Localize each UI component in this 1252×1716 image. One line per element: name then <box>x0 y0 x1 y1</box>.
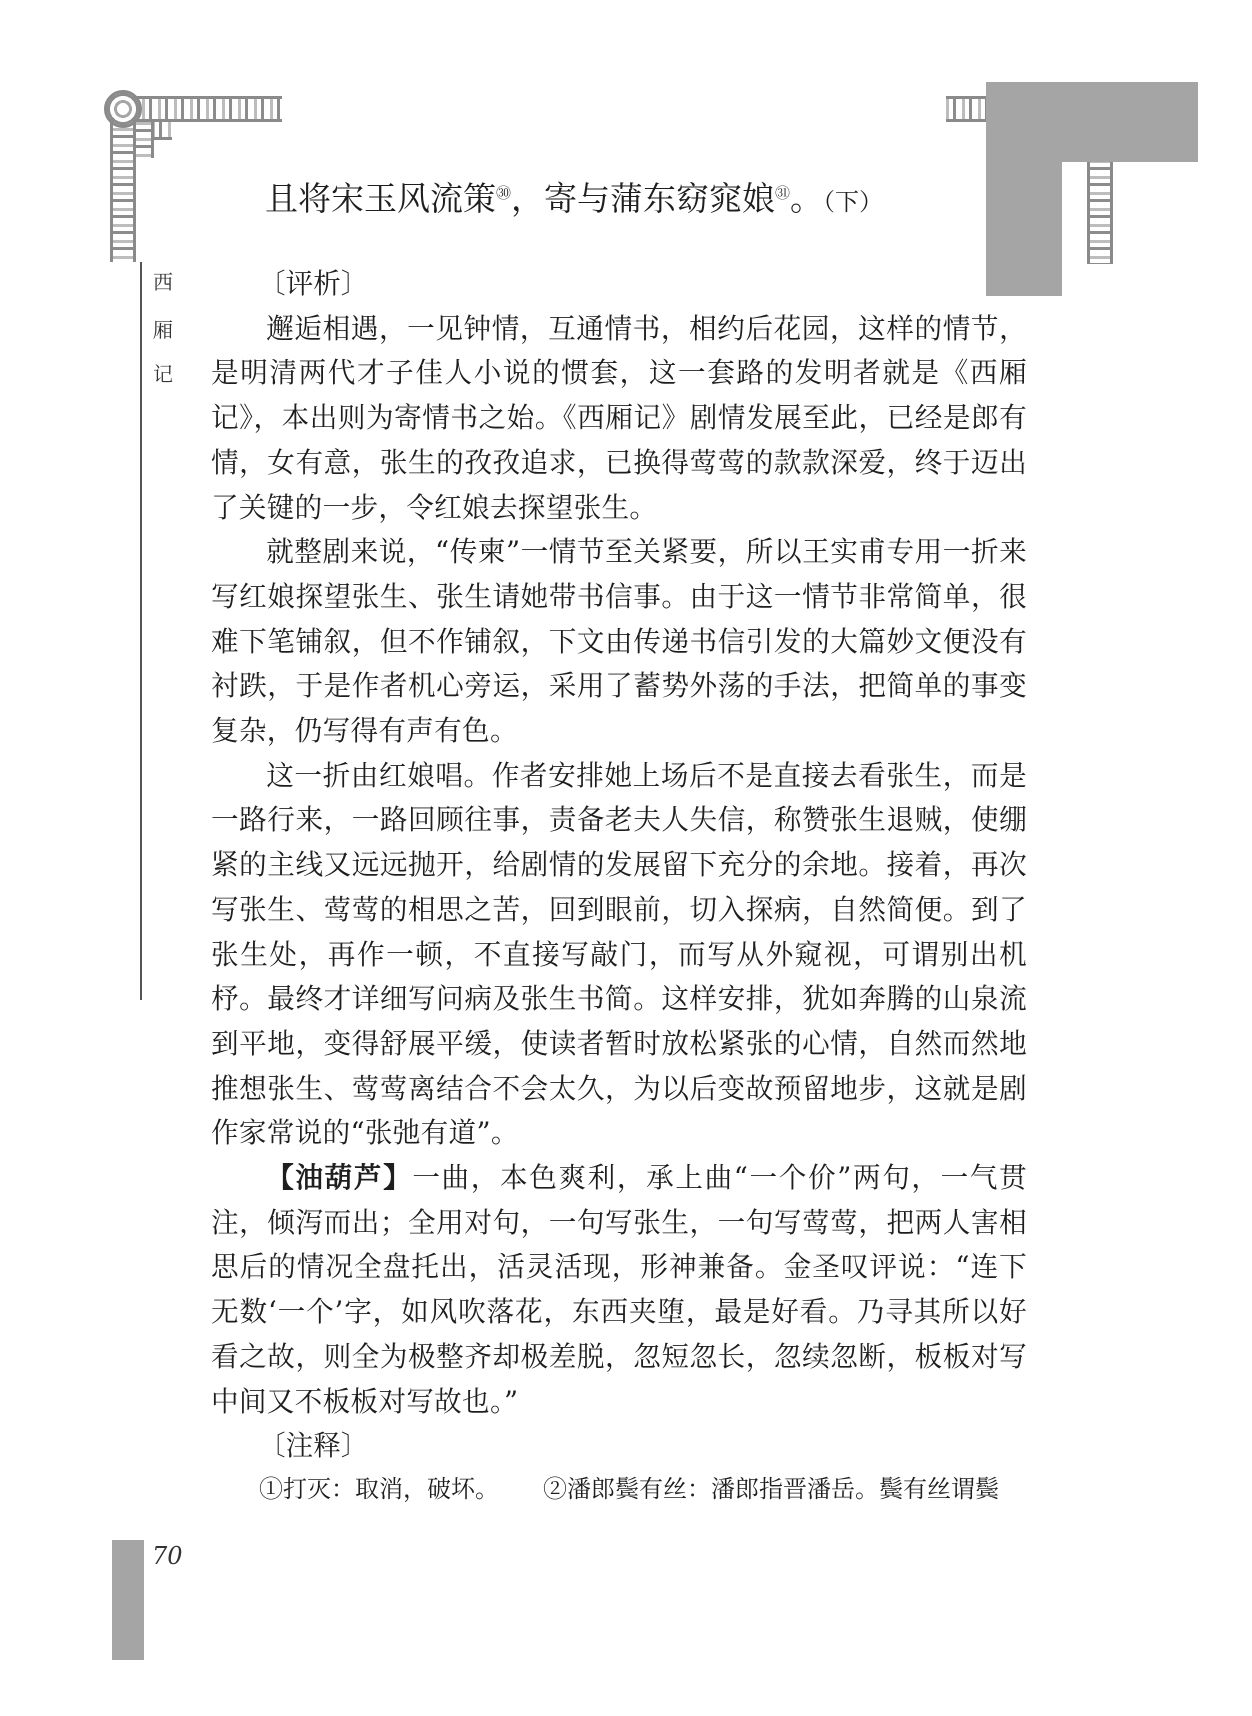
verse-line <box>265 168 883 227</box>
paragraph-4 <box>211 1156 1027 1424</box>
verse-text-2: ，寄与蒲东窈窕娘 <box>511 179 776 218</box>
notes-heading: 〔注释〕 <box>258 1429 369 1463</box>
running-head-char-1: 西 <box>153 270 173 294</box>
left-inner-border <box>136 122 154 158</box>
running-head-char-3: 记 <box>153 362 173 386</box>
running-head-char-2: 厢 <box>153 318 173 342</box>
paragraph-4-text: 一曲，本色爽利，承上曲“一个价”两句，一气贯注，倾泻而出；全用对句，一句写张生，一句写莺莺，把两人害相思后的情况全盘托出，活灵活现，形神兼备。金圣叹评说：“连下无数‘一个’字，如风吹落花，东西夹堕，最是好看。乃寻其所以好看之故，则全为极整齐却极差脱，忽短忽长，忽续忽断，板板对写中间又不板板对写故也。” <box>211 1161 1027 1418</box>
note-2: ②潘郎鬓有丝：潘郎指晋潘岳。鬓有丝谓鬓 <box>543 1474 999 1503</box>
paragraph-2: 就整剧来说，“传柬”一情节至关紧要，所以王实甫专用一折来写红娘探望张生、张生请她带书信事。由于这一情节非常简单，很难下笔铺叙，但不作铺叙，下文由传递书信引发的大篇妙文便没有衬跌，于是作者机心旁运，采用了蓄势外荡的手法，把简单的事变复杂，仍写得有声有色。 <box>211 535 1027 748</box>
comment-heading: 〔评析〕 <box>258 267 369 300</box>
tune-name: 【油葫芦】 <box>266 1161 413 1195</box>
verse-text-1: 且将宋玉风流策 <box>265 179 496 218</box>
footnote-ref-31[interactable]: ㉛ <box>775 184 791 202</box>
footnote-ref-30[interactable]: ㉚ <box>496 184 512 202</box>
verse-part-label: （下） <box>823 188 884 216</box>
page-number: 70 <box>152 1542 183 1570</box>
paragraph-3: 这一折由红娘唱。作者安排她上场后不是直接去看张生，而是一路行来，一路回顾往事，责备老夫人失信，称赞张生退贼，使绷紧的主线又远远抛开，给剧情的发展留下充分的余地。接着，再次写张生、莺莺的相思之苦，回到眼前，切入探病，自然简便。到了张生处，再作一顿，不直接写敲门，而写从外窥视，可谓别出机杼。最终才详细写问病及张生书简。这样安排，犹如奔腾的山泉流到平地，变得舒展平缓，使读者暂时放松紧张的心情，自然而然地推想张生、莺莺离结合不会太久，为以后变故预留地步，这就是剧作家常说的“张弛有道”。 <box>211 758 1027 1150</box>
paragraph-1: 邂逅相遇，一见钟情，互通情书，相约后花园，这样的情节，是明清两代才子佳人小说的惯套，这一套路的发明者就是《西厢记》，本出则为寄情书之始。《西厢记》剧情发展至此，已经是郎有情，女有意，张生的孜孜追求，已换得莺莺的款款深爱，终于迈出了关键的一步，令红娘去探望张生。 <box>211 311 1027 524</box>
verse-end: 。 <box>790 179 824 218</box>
body-text <box>211 262 1027 1509</box>
notes-line <box>211 1469 1027 1509</box>
page-number-bar <box>112 1540 144 1660</box>
right-ornament-border <box>1087 160 1113 264</box>
note-1: ①打灭：取消，破坏。 <box>259 1474 499 1503</box>
margin-rule <box>140 262 142 1000</box>
